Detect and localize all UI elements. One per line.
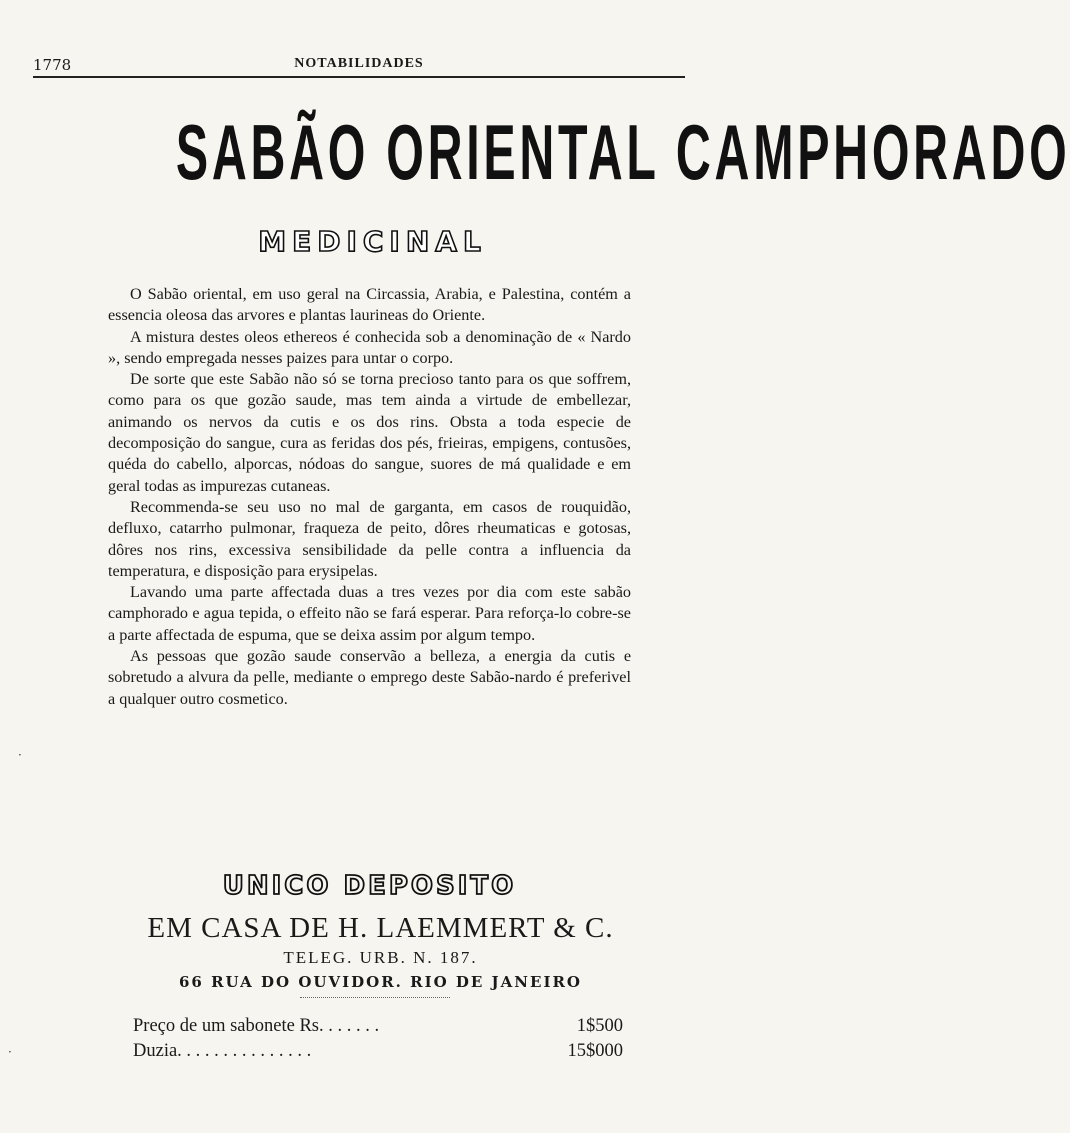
price-list <box>133 1014 623 1064</box>
body-paragraph: Lavando uma parte affectada duas a tres vezes por dia com este sabão camphorado e agua tepida, o effeito não se fará esperar. Para reforça-lo cobre-se a parte affectada de espuma, que se deixa assim por algum tempo. <box>108 583 631 644</box>
price-label: Preço de um sabonete Rs. . . . . . . <box>133 1016 380 1036</box>
advert-subtitle: MEDICINAL <box>190 228 555 256</box>
body-paragraph: As pessoas que gozão saude conservão a belleza, a energia da cutis e sobretudo a alvura da pelle, mediante o emprego deste Sabão-nardo é preferivel a qualquer outro cosmetico. <box>108 647 631 708</box>
price-value: 15$000 <box>567 1041 623 1061</box>
page-number: 1778 <box>33 56 72 74</box>
merchant-name: EM CASA DE H. LAEMMERT & C. <box>147 912 614 944</box>
price-value: 1$500 <box>576 1016 623 1036</box>
page-header <box>33 54 685 78</box>
advert-title: SABÃO ORIENTAL CAMPHORADO <box>175 108 1070 196</box>
body-paragraph: De sorte que este Sabão não só se torna precioso tanto para os que soffrem, como para os que gozão saude, mas tem ainda a virtude de embellezar, animando os nervos da cutis e os dos rins. Obsta a toda especie de decomposição do sangue, cura as feridas dos pés, frieiras, empigens, contusões, quéda do cabello, alporcas, nódoas do sangue, suores de má qualidade e em geral todas as impurezas cutaneas. <box>108 370 631 495</box>
dotted-divider <box>300 997 450 998</box>
price-label: Duzia. . . . . . . . . . . . . . . <box>133 1041 312 1061</box>
depot-heading: UNICO DEPOSITO <box>222 871 517 901</box>
ink-speck: · <box>18 748 22 762</box>
body-paragraph: A mistura destes oleos ethereos é conhecida sob a denominação de « Nardo », sendo empregada nesses paizes para untar o corpo. <box>108 327 631 367</box>
advert-body <box>108 284 631 710</box>
body-paragraph: O Sabão oriental, em uso geral na Circassia, Arabia, e Palestina, contém a essencia oleosa das arvores e plantas laurineas do Oriente. <box>108 285 631 325</box>
street-address: 66 RUA DO OUVIDOR. RIO DE JANEIRO <box>179 973 582 991</box>
body-paragraph: Recommenda-se seu uso no mal de garganta, em casos de rouquidão, defluxo, catarrho pulmonar, fraqueza de peito, dôres rheumaticas e gotosas, dôres nos rins, excessiva sensibilidade da pelle contra a influencia da temperatura, e disposição para erysipelas. <box>108 497 631 580</box>
ink-speck: · <box>8 1045 12 1059</box>
telegraph-number: TELEG. URB. N. 187. <box>283 948 478 967</box>
price-row <box>133 1014 623 1039</box>
running-title: NOTABILIDADES <box>294 56 424 71</box>
price-row <box>133 1039 623 1064</box>
